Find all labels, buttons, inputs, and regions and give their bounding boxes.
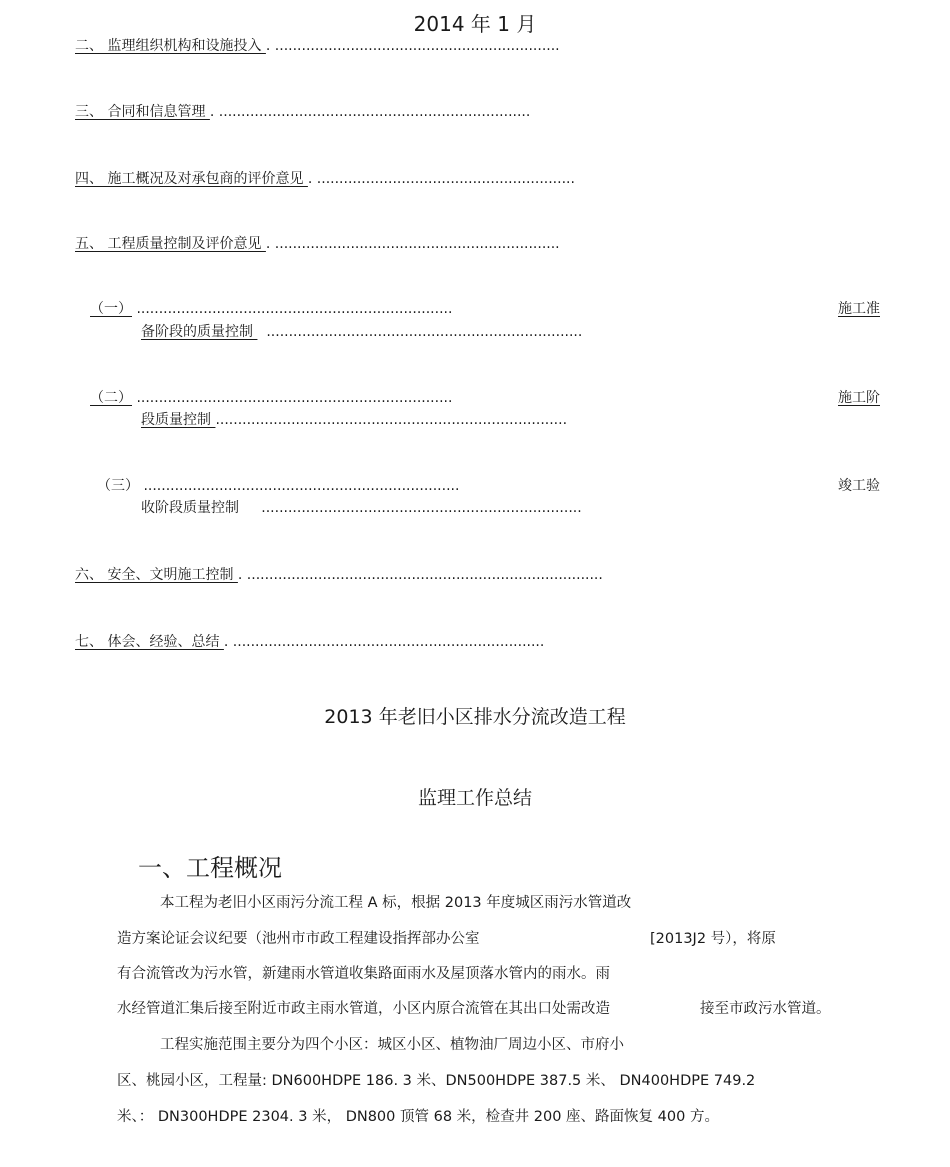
document-title: 2013 年老旧小区排水分流改造工程 bbox=[324, 706, 626, 728]
toc-item-label: 七、 体会、经验、总结 bbox=[75, 634, 224, 650]
para1-line4b: 接至市政污水管道。 bbox=[700, 1001, 831, 1017]
toc-item-label: 六、 安全、文明施工控制 bbox=[75, 567, 238, 583]
header-date: 2014 年 1 月 bbox=[413, 12, 537, 36]
toc-leader: ....................................................................... bbox=[143, 478, 460, 494]
toc-item-4[interactable] bbox=[75, 171, 575, 187]
toc-leader: ........................................................................ bbox=[261, 500, 582, 516]
toc-leader: . ...................................................................... bbox=[209, 104, 531, 120]
toc-item-2[interactable] bbox=[75, 38, 560, 54]
document-subtitle: 监理工作总结 bbox=[417, 787, 532, 809]
toc-item-label: 五、 工程质量控制及评价意见 bbox=[75, 236, 266, 252]
toc-sub-number: （二） bbox=[90, 390, 132, 406]
para2-line2: 区、桃园小区，工程量: DN600HDPE 186. 3 米、DN500HDPE 387.5 米、 DN400HDPE 749.2 bbox=[117, 1073, 756, 1089]
toc-leader: ....................................................................... bbox=[266, 324, 583, 340]
toc-item-label: 三、 合同和信息管理 bbox=[75, 104, 210, 120]
toc-item-3[interactable] bbox=[75, 104, 530, 120]
toc-leader: ....................................................................... bbox=[136, 301, 453, 317]
toc-sub-2-continuation[interactable] bbox=[141, 412, 567, 428]
toc-sub-2[interactable] bbox=[90, 390, 452, 406]
toc-sub-3[interactable] bbox=[97, 478, 459, 494]
toc-sub-number: （三） bbox=[97, 478, 139, 494]
toc-sub-label-cont: 收阶段质量控制 bbox=[141, 500, 239, 516]
toc-sub-3-continuation[interactable] bbox=[141, 500, 582, 516]
para1-line2b: [2013J2 号），将原 bbox=[650, 931, 776, 947]
toc-leader: . ................................................................................ bbox=[237, 567, 603, 583]
toc-leader: . ...................................................................... bbox=[223, 634, 545, 650]
toc-sub-1-label-start[interactable]: 施工准 bbox=[838, 301, 880, 317]
toc-item-6[interactable] bbox=[75, 567, 603, 583]
toc-leader: ....................................................................... bbox=[136, 390, 453, 406]
toc-sub-1-continuation[interactable] bbox=[141, 324, 582, 340]
para1-line2a: 造方案论证会议纪要（池州市市政工程建设指挥部办公室 bbox=[117, 931, 480, 947]
para1-line3: 有合流管改为污水管，新建雨水管道收集路面雨水及屋顶落水管内的雨水。雨 bbox=[117, 966, 610, 982]
toc-leader: . .......................................................... bbox=[307, 171, 575, 187]
toc-leader: . ................................................................ bbox=[265, 38, 560, 54]
toc-item-7[interactable] bbox=[75, 634, 544, 650]
toc-leader: . ................................................................ bbox=[265, 236, 560, 252]
toc-sub-label-cont: 备阶段的质量控制 bbox=[141, 324, 258, 340]
para1-line1: 本工程为老旧小区雨污分流工程 A 标，根据 2013 年度城区雨污水管道改 bbox=[160, 895, 632, 911]
toc-sub-number: （一） bbox=[90, 301, 132, 317]
section-heading: 一、工程概况 bbox=[138, 854, 282, 882]
toc-leader: ............................................................................... bbox=[215, 412, 568, 428]
toc-item-label: 四、 施工概况及对承包商的评价意见 bbox=[75, 171, 308, 187]
toc-sub-2-label-start[interactable]: 施工阶 bbox=[838, 390, 880, 406]
toc-item-label: 二、 监理组织机构和设施投入 bbox=[75, 38, 266, 54]
toc-sub-label-cont: 段质量控制 bbox=[141, 412, 216, 428]
para2-line1: 工程实施范围主要分为四个小区：城区小区、植物油厂周边小区、市府小 bbox=[160, 1037, 624, 1053]
toc-item-5[interactable] bbox=[75, 236, 560, 252]
para1-line4a: 水经管道汇集后接至附近市政主雨水管道，小区内原合流管在其出口处需改造 bbox=[117, 1001, 610, 1017]
toc-sub-1[interactable] bbox=[90, 301, 452, 317]
toc-sub-3-label-start[interactable]: 竣工验 bbox=[838, 478, 880, 494]
para2-line3: 米、： DN300HDPE 2304. 3 米， DN800 顶管 68 米，检查井 200 座、路面恢复 400 方。 bbox=[117, 1109, 719, 1125]
